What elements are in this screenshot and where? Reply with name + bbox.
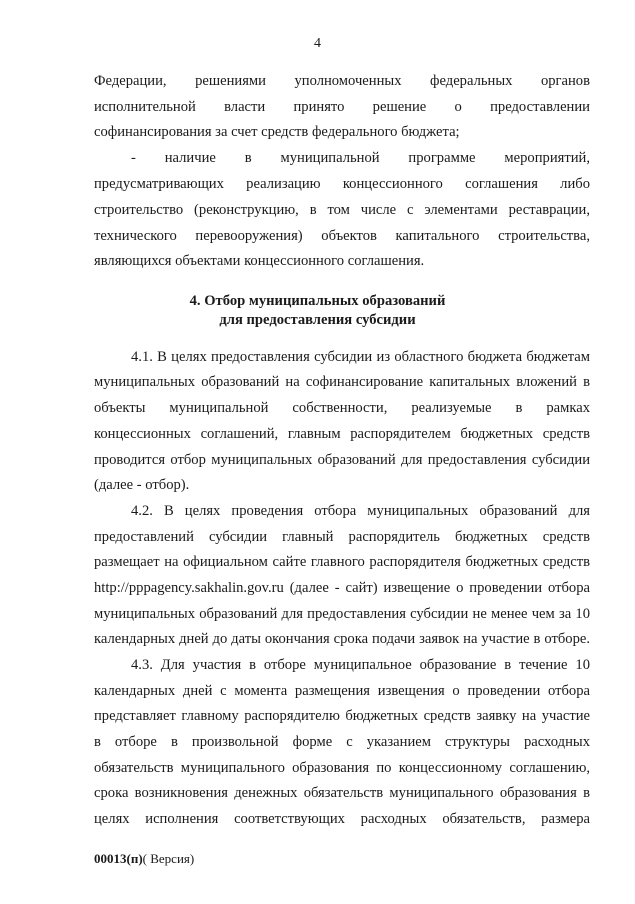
text-line: Федерации, решениями уполномоченных федеральных органов xyxy=(94,73,590,89)
text-line: http://pppagency.sakhalin.gov.ru (далее - сайт) извещение о проведении отбора xyxy=(94,580,590,596)
text-line: 4.2. В целях проведения отбора муниципальных образований для xyxy=(131,503,590,519)
text-line: являющихся объектами концессионного соглашения. xyxy=(94,253,425,269)
text-line: (далее - отбор). xyxy=(94,477,190,493)
text-line: муниципальных образований для предоставления субсидии не менее чем за 10 xyxy=(94,606,590,622)
document-code: 00013(п) xyxy=(94,851,143,866)
page-number: 4 xyxy=(314,36,321,51)
text-line: календарных дней с момента размещения извещения о проведении отбора xyxy=(94,683,590,699)
text-line: исполнительной власти принято решение о предоставлении xyxy=(94,99,590,115)
text-line: муниципальных образований на софинансирование капитальных вложений в xyxy=(94,374,590,390)
text-line: софинансирования за счет средств федерального бюджета; xyxy=(94,124,460,140)
text-line: размещает на официальном сайте главного распорядителя бюджетных средств xyxy=(94,554,590,570)
text-line: 4.1. В целях предоставления субсидии из областного бюджета бюджетам xyxy=(131,349,590,365)
text-line: обязательств муниципального образования по концессионному соглашению, xyxy=(94,760,590,776)
text-line: срока возникновения денежных обязательств муниципального образования в xyxy=(94,785,590,801)
document-footer xyxy=(94,851,194,867)
text-line: проводится отбор муниципальных образований для предоставления субсидии xyxy=(94,452,590,468)
text-line: представляет главному распорядителю бюджетных средств заявку на участие xyxy=(94,708,590,724)
section-heading-line1: 4. Отбор муниципальных образований xyxy=(189,293,446,309)
document-version: ( Версия) xyxy=(142,851,195,866)
text-line: целях исполнения соответствующих расходных обязательств, размера xyxy=(94,811,590,827)
text-line: строительство (реконструкцию, в том числе с элементами реставрации, xyxy=(94,202,590,218)
text-line: календарных дней до даты окончания срока подачи заявок на участие в отборе. xyxy=(94,631,590,647)
text-line: объекты муниципальной собственности, реализуемые в рамках xyxy=(94,400,590,416)
text-line: 4.3. Для участия в отборе муниципальное образование в течение 10 xyxy=(131,657,590,673)
section-heading-line2: для предоставления субсидии xyxy=(219,312,416,328)
text-line: - наличие в муниципальной программе мероприятий, xyxy=(131,150,590,166)
text-line: в отборе в произвольной форме с указанием структуры расходных xyxy=(94,734,590,750)
text-line: предусматривающих реализацию концессионного соглашения либо xyxy=(94,176,590,192)
text-line: технического перевооружения) объектов капитального строительства, xyxy=(94,228,590,244)
text-line: предоставлений субсидии главный распорядитель бюджетных средств xyxy=(94,529,590,545)
text-line: концессионных соглашений, главным распорядителем бюджетных средств xyxy=(94,426,590,442)
